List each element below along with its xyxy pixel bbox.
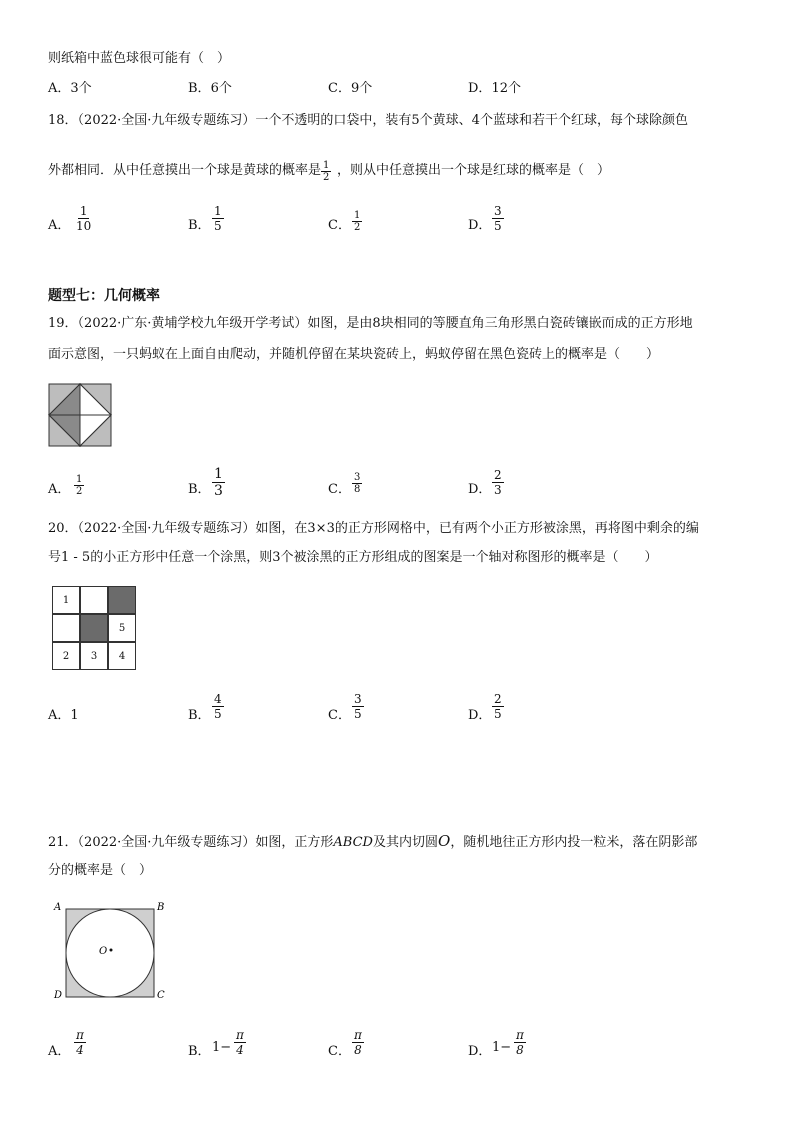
q18-option-b[interactable]: B． <box>188 218 211 233</box>
q18-number: 18． <box>48 113 78 128</box>
q19-option-b[interactable]: B． <box>188 482 211 497</box>
q20-line1: 20．（2022·全国·九年级专题练习）如图，在3×3的正方形网格中，已有两个小正方形被涂黑，再将图中剩余的编 <box>48 521 699 536</box>
q19-option-d[interactable]: D． <box>468 482 492 497</box>
q21-option-c[interactable]: C． <box>328 1044 351 1059</box>
grid-cell-2: 2 <box>52 642 80 670</box>
prev-option-b[interactable]: B．6个 <box>188 81 232 96</box>
prev-option-c[interactable]: C．9个 <box>328 81 373 96</box>
grid-cell-empty <box>52 614 80 642</box>
q20-option-c[interactable]: C． <box>328 708 351 723</box>
q20-option-b[interactable]: B． <box>188 708 211 723</box>
grid-cell-1: 1 <box>52 586 80 614</box>
grid-cell-empty <box>80 586 108 614</box>
q21-option-a[interactable]: A． <box>48 1044 71 1059</box>
q19-line1: 19．（2022·广东·黄埔学校九年级开学考试）如图，是由8块相同的等腰直角三角形黑白瓷砖镶嵌而成的正方形地 <box>48 316 693 331</box>
q18-options: A． $\frac{1}{10}$ B． $\frac{1}{5}$ C． $\frac{1}{2}$ D． $\frac{3}{5}$ <box>48 204 502 233</box>
grid-cell-5: 5 <box>108 614 136 642</box>
q21-line1: 21．（2022·全国·九年级专题练习）如图，正方形ABCD及其内切圆O，随机地往正方形内投一粒米，落在阴影部 <box>48 832 698 850</box>
prev-question-tail: 则纸箱中蓝色球很可能有（ ） <box>48 51 231 66</box>
grid-cell-black <box>80 614 108 642</box>
q19-number: 19． <box>48 316 78 331</box>
label-o: O <box>99 946 108 957</box>
grid-cell-3: 3 <box>80 642 108 670</box>
label-d: D <box>54 990 63 1001</box>
grid-cell-black <box>108 586 136 614</box>
q18-line1: 18．（2022·全国·九年级专题练习）一个不透明的口袋中，装有5个黄球、4个蓝球和若干个红球，每个球除颜色 <box>48 113 688 128</box>
q21-source: （2022·全国·九年级专题练习） <box>77 835 256 850</box>
q19-source: （2022·广东·黄埔学校九年级开学考试） <box>77 316 308 331</box>
label-c: C <box>157 990 165 1001</box>
q21-square-circle-figure <box>50 898 170 1004</box>
label-a: A <box>54 902 62 913</box>
q21-option-b[interactable]: B． <box>188 1044 211 1059</box>
q21-option-d[interactable]: D． <box>468 1044 492 1059</box>
prev-option-d[interactable]: D．12个 <box>468 81 521 96</box>
q19-tile-figure <box>48 383 112 447</box>
prev-option-a[interactable]: A．3个 <box>48 81 92 96</box>
q19-option-c[interactable]: C． <box>328 482 351 497</box>
q20-option-a[interactable]: A．1 <box>48 708 79 723</box>
grid-cell-4: 4 <box>108 642 136 670</box>
q18-source: （2022·全国·九年级专题练习） <box>77 113 256 128</box>
q21-line2: 分的概率是（ ） <box>48 863 153 878</box>
q18-option-d[interactable]: D． <box>468 218 492 233</box>
q20-option-d[interactable]: D． <box>468 708 492 723</box>
q20-options: A．1 B． $\frac{4}{5}$ C． $\frac{3}{5}$ D． $\frac{2}{5}$ <box>48 692 502 723</box>
q18-fraction: $\frac{1}{2}$ <box>323 160 330 183</box>
q20-line2: 号1 - 5的小正方形中任意一个涂黑，则3个被涂黑的正方形组成的图案是一个轴对称图形的概率是（ ） <box>48 550 658 565</box>
q19-options: A． $\frac{1}{2}$ B． $\frac{1}{3}$ C． $\frac{3}{8}$ D． $\frac{2}{3}$ <box>48 466 502 499</box>
q20-source: （2022·全国·九年级专题练习） <box>77 521 256 536</box>
q18-option-c[interactable]: C． <box>328 218 351 233</box>
q19-option-a[interactable]: A． <box>48 482 71 497</box>
q21-number: 21． <box>48 835 78 850</box>
q18-line2: 外都相同．从中任意摸出一个球是黄球的概率是 $\frac{1}{2}$ ，则从中任意摸出一个球是红球的概率是（ ） <box>48 160 611 183</box>
label-b: B <box>157 902 165 913</box>
q20-number: 20． <box>48 521 78 536</box>
q21-options: A． $\frac{\pi}{4}$ B． 1− $\frac{\pi}{4}$ C． $\frac{\pi}{8}$ D． 1− $\frac{\pi}{8}$ <box>48 1028 524 1059</box>
q18-option-a[interactable]: A． <box>48 218 71 233</box>
q19-line2: 面示意图，一只蚂蚁在上面自由爬动，并随机停留在某块瓷砖上，蚂蚁停留在黑色瓷砖上的概率是（ ） <box>48 347 660 362</box>
section-heading: 题型七：几何概率 <box>48 288 160 304</box>
